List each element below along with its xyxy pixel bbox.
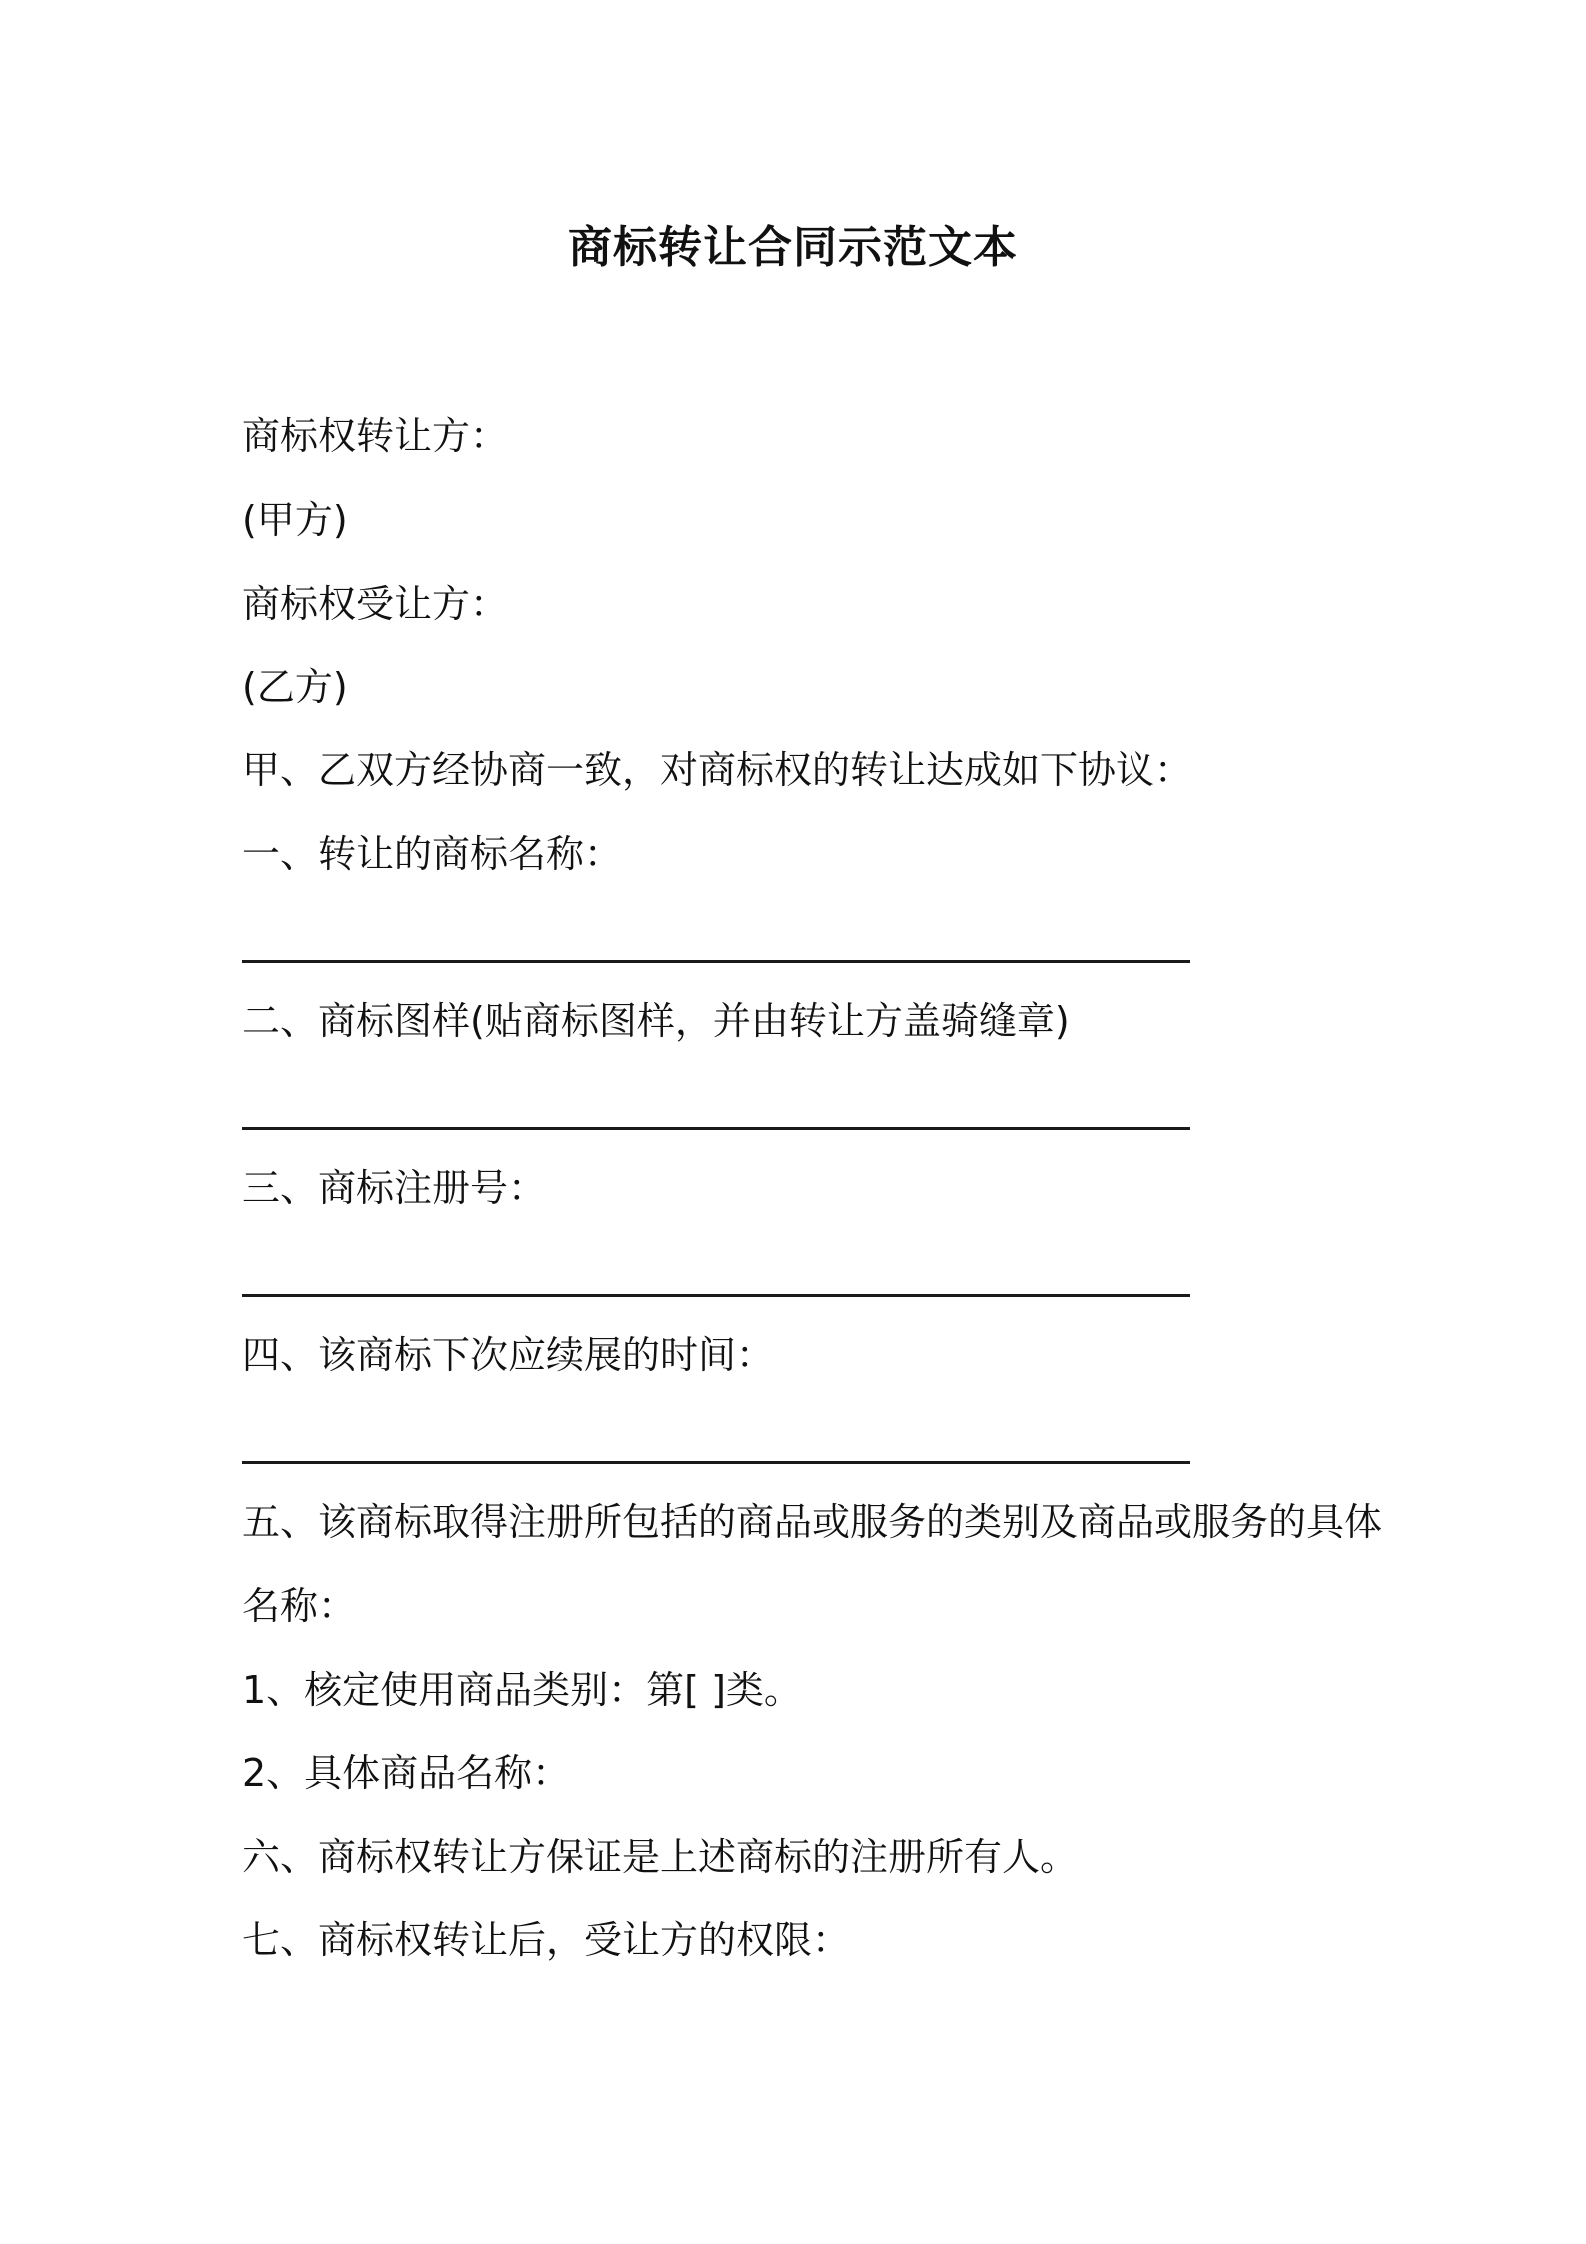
fill-in-blank-line	[242, 1461, 1190, 1464]
transferor-label: 商标权转让方：	[242, 414, 509, 458]
clause-5-goods-services: 五、该商标取得注册所包括的商品或服务的类别及商品或服务的具体	[242, 1500, 1383, 1544]
fill-in-blank-line	[242, 1294, 1190, 1297]
transferee-label: 商标权受让方：	[242, 582, 509, 626]
party-a-label: (甲方)	[242, 498, 348, 542]
document-title: 商标转让合同示范文本	[568, 222, 1018, 273]
party-b-label: (乙方)	[242, 665, 348, 709]
clause-2-trademark-image: 二、商标图样(贴商标图样，并由转让方盖骑缝章)	[242, 999, 1070, 1043]
clause-1-trademark-name: 一、转让的商标名称：	[242, 832, 623, 876]
clause-7-transferee-rights: 七、商标权转让后，受让方的权限：	[242, 1918, 851, 1962]
agreement-intro: 甲、乙双方经协商一致，对商标权的转让达成如下协议：	[242, 748, 1193, 792]
clause-5-item-1: 1、核定使用商品类别：第[ ]类。	[242, 1668, 802, 1712]
clause-4-renewal-time: 四、该商标下次应续展的时间：	[242, 1333, 775, 1377]
clause-3-registration-number: 三、商标注册号：	[242, 1166, 547, 1210]
fill-in-blank-line	[242, 960, 1190, 963]
clause-5-item-2: 2、具体商品名称：	[242, 1751, 571, 1795]
clause-6-ownership-guarantee: 六、商标权转让方保证是上述商标的注册所有人。	[242, 1835, 1079, 1879]
fill-in-blank-line	[242, 1127, 1190, 1130]
clause-5-continuation: 名称：	[242, 1584, 357, 1628]
